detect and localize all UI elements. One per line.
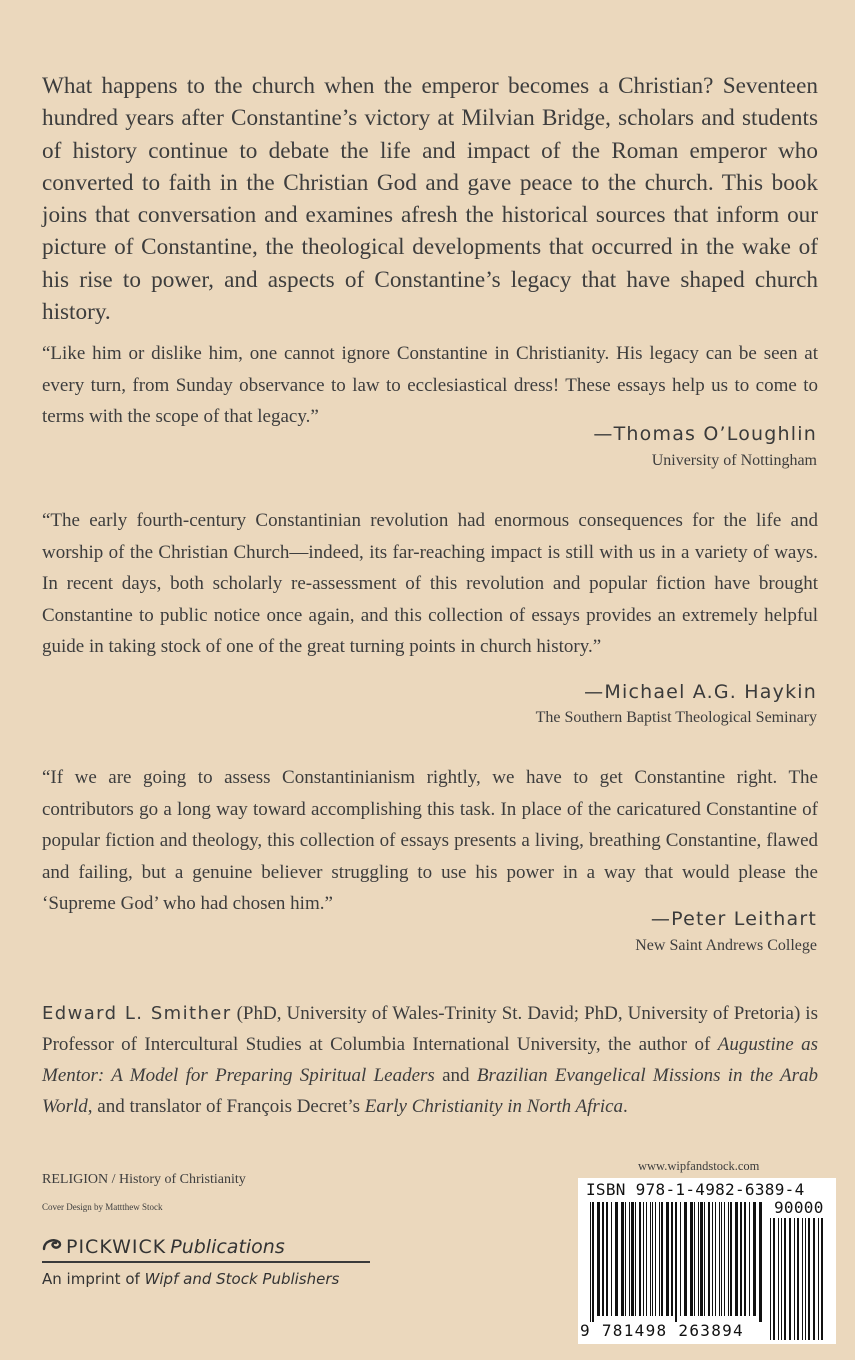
bio-text-3: , and translator of François Decret’s bbox=[87, 1096, 365, 1117]
cover-design-credit: Cover Design by Mattthew Stock bbox=[42, 1202, 163, 1212]
barcode-bar bbox=[655, 1202, 656, 1316]
barcode-bar bbox=[621, 1202, 624, 1316]
barcode-bar bbox=[715, 1202, 716, 1316]
barcode-bar bbox=[735, 1202, 738, 1316]
barcode-bar bbox=[808, 1218, 810, 1340]
imprint-prefix: An imprint of bbox=[42, 1270, 145, 1288]
barcode-bar bbox=[740, 1202, 742, 1316]
barcode-bar bbox=[784, 1218, 786, 1340]
publisher-website: www.wipfandstock.com bbox=[638, 1159, 760, 1173]
barcode-bar bbox=[639, 1202, 641, 1316]
book-title-1: Augustine as Mentor: A Model for Preparing Spiritual Leaders bbox=[42, 1034, 818, 1086]
barcode-bar bbox=[712, 1202, 713, 1316]
barcode-bar bbox=[744, 1202, 746, 1316]
barcode-bar bbox=[728, 1202, 729, 1316]
barcode-bar bbox=[719, 1202, 720, 1316]
endorser-name-3: —Peter Leithart bbox=[650, 908, 817, 930]
barcode-bar bbox=[625, 1202, 626, 1316]
barcode-bar bbox=[708, 1202, 710, 1316]
bio-text-4: . bbox=[623, 1096, 628, 1117]
barcode-bar bbox=[759, 1202, 762, 1322]
author-name: Edward L. Smither bbox=[42, 1003, 232, 1024]
barcode-bar bbox=[724, 1202, 725, 1316]
barcode-bar bbox=[700, 1202, 703, 1316]
bio-text-2: and bbox=[434, 1065, 477, 1086]
endorser-institution-2: The Southern Baptist Theological Seminary bbox=[535, 709, 817, 726]
barcode-bar bbox=[646, 1202, 647, 1316]
author-bio bbox=[42, 998, 818, 1122]
barcode-bar bbox=[666, 1202, 669, 1316]
book-blurb: What happens to the church when the emperor becomes a Christian? Seventeen hundred years after Constantine’s victory at Milvian Bridge, scholars and students of history continue to debate the life and impact of the Roman emperor who converted to faith in the Christian God and gave peace to the church. This book joins that conversation and examines afresh the historical sources that inform our picture of Constantine, the theological developments that occurred in the wake of his rise to power, and aspects of Constantine’s legacy that have shaped church history. bbox=[42, 73, 818, 326]
endorsement-quote-3: “If we are going to assess Constantinianism rightly, we have to get Constantine right. The contributors go a long way toward accomplishing this task. In place of the caricatured Constantine of popular fiction and theology, this collection of essays presents a living, breathing Constantine, flawed and failing, but a genuine believer struggling to use his power in a way that would please the ‘Supreme God’ who had chosen him.” bbox=[42, 767, 818, 914]
barcode-bar bbox=[635, 1202, 636, 1316]
imprint-publisher: Wipf and Stock Publishers bbox=[144, 1270, 340, 1288]
barcode-bar bbox=[794, 1218, 795, 1340]
barcode-bar bbox=[611, 1202, 612, 1316]
barcode-bar bbox=[650, 1202, 651, 1316]
barcode-bar bbox=[661, 1202, 663, 1316]
book-title-2: Brazilian Evangelical Missions in the Arab World bbox=[42, 1065, 819, 1117]
endorser-name-2: —Michael A.G. Haykin bbox=[584, 681, 817, 703]
isbn-barcode bbox=[578, 1178, 836, 1344]
barcode-bar bbox=[781, 1218, 782, 1340]
barcode-bar bbox=[615, 1202, 618, 1316]
barcode-bar bbox=[797, 1218, 799, 1340]
barcode-bar bbox=[818, 1218, 819, 1340]
endorsement-quote-2: “The early fourth-century Constantinian revolution had enormous consequences for the life and worship of the Christian Church—indeed, its far-reaching impact is still with us in a variety of ways. In recent days, both scholarly re-assessment of this revolution and popular fiction have brought Constantine to public notice once again, and this collection of essays provides an extremely helpful guide in taking stock of one of the great turning points in church history.” bbox=[42, 510, 818, 657]
barcode-bar bbox=[602, 1202, 604, 1316]
barcode-bar bbox=[597, 1202, 600, 1316]
barcode-bar bbox=[675, 1202, 677, 1322]
price-addon: 90000 bbox=[774, 1198, 824, 1217]
barcode-bar bbox=[643, 1202, 644, 1316]
barcode-bar bbox=[730, 1202, 732, 1316]
ean-digits: 9 781498 263894 bbox=[580, 1321, 744, 1340]
barcode-bar bbox=[680, 1202, 681, 1316]
barcode-bar bbox=[629, 1202, 630, 1316]
endorsement-quote-1: “Like him or dislike him, one cannot ignore Constantine in Christianity. His legacy can be seen at every turn, from Sunday observance to law to ecclesiastical dress! These essays help us to come to terms with the scope of that legacy.” bbox=[42, 343, 818, 427]
barcode-bar bbox=[770, 1218, 771, 1340]
barcode-bar bbox=[805, 1218, 806, 1340]
barcode-bar bbox=[698, 1202, 699, 1316]
barcode-bar bbox=[606, 1202, 608, 1316]
subject-category: RELIGION / History of Christianity bbox=[42, 1172, 246, 1187]
pickwick-swirl-icon bbox=[42, 1237, 64, 1258]
publisher-name: PICKWICK bbox=[66, 1236, 167, 1258]
barcode-bar bbox=[592, 1202, 594, 1322]
barcode-bar bbox=[753, 1202, 756, 1316]
barcode-bar bbox=[631, 1202, 634, 1316]
isbn-label: ISBN 978-1-4982-6389-4 bbox=[586, 1180, 805, 1199]
barcode-bar bbox=[821, 1218, 823, 1340]
barcode-bar bbox=[690, 1202, 693, 1316]
barcode-bar bbox=[704, 1202, 705, 1316]
publisher-word: Publications bbox=[170, 1236, 285, 1258]
endorser-name-1: —Thomas O’Loughlin bbox=[593, 423, 817, 445]
barcode-bar bbox=[684, 1202, 687, 1316]
barcode-bar bbox=[749, 1202, 750, 1316]
bio-text-1: (PhD, University of Wales-Trinity St. David; PhD, University of Pretoria) is Professor of Intercultural Studies at Columbia International University, the author of bbox=[42, 1003, 818, 1055]
publisher-logo bbox=[42, 1236, 370, 1263]
endorser-institution-1: University of Nottingham bbox=[651, 452, 817, 469]
barcode-bar bbox=[671, 1202, 673, 1316]
barcode-bar bbox=[789, 1218, 791, 1340]
endorser-institution-3: New Saint Andrews College bbox=[635, 937, 817, 954]
book-title-3: Early Christianity in North Africa bbox=[364, 1096, 624, 1117]
barcode-bar bbox=[659, 1202, 660, 1316]
barcode-bar bbox=[773, 1218, 775, 1340]
barcode-bar bbox=[652, 1202, 653, 1316]
barcode-bar bbox=[778, 1218, 779, 1340]
barcode-bar bbox=[694, 1202, 695, 1316]
barcode-bar bbox=[813, 1218, 815, 1340]
imprint-line bbox=[42, 1270, 339, 1288]
barcode-bar bbox=[802, 1218, 803, 1340]
barcode-bar bbox=[721, 1202, 722, 1316]
barcode-bar bbox=[590, 1202, 591, 1322]
